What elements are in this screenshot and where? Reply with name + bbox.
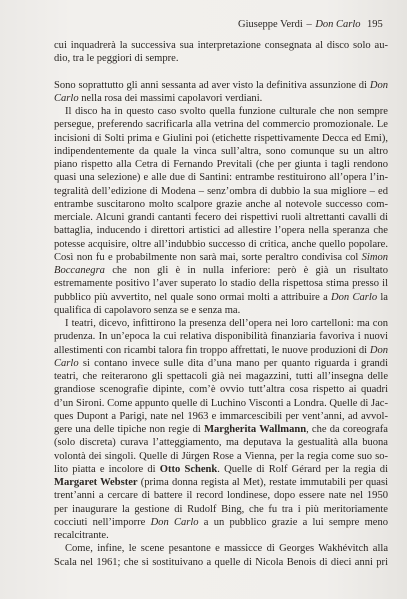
text-run: Come, infine, le scene pesantone e massicce di Georges Wakhévitch alla Scala nel 1961; che si sostituivano a quelle di Nicola Benois di dieci anni pri [54,543,388,568]
paragraph-scala [54,542,388,569]
text-run: . Quelle di Rolf Gérard per la regia di [217,463,388,475]
text-run: I teatri, dicevo, infittirono la presenza dell’opera nei loro cartelloni: ma con prudenza. In un’epoca la cui relativa disponibilità finanziaria favoriva i nuovi allestimenti con ricambi talora fin troppo affrettati, le nuove produzioni di [54,318,388,356]
emphasis-text: Margherita Wallmann [204,424,307,435]
text-run: , che da coreografa (solo discreta) curava l’atteggiamento, ma deputava la gestualità alla buona volontà dei singoli. Quelle di Jürgen Rose a Vienna, per la regia come suo solito piatta e incolore di [54,424,388,475]
paragraph-sixties-intro [54,79,388,106]
text-run: si contano invece sulle dita d’una mano per quanto riguarda i grandi teatri, che reiterarono gli spettacoli già nei magazzini, tutti all’insegna delle grandiose scenografie dipinte, com’è ovvio tutt’altra cosa rispetto ai quadri d’un Sironi. Come appunto quelle di Luchino Visconti a Londra. Quelle di Jacques Dupont a Parigi, nate nel 1963 e immarcescibili per vent’anni, ad avvolgere una delle tipiche non regie di [54,357,388,435]
emphasis-text: Margaret Webster [54,477,138,488]
text-run: cui inquadrerà la successiva sua interpretazione consegnata al disco solo audio, tra le peggiori di sempre. [54,40,388,65]
text-run: Il disco ha in questo caso svolto quella funzione culturale che non sempre persegue, preferendo sacrificarla alla vetrina del commercio promozionale. Le incisioni di Solti prima e Giulini poi (etichette rispettivamente Decca ed Emi), indipendentemente da quale la vinca sull’altra, sono comunque su un altro piano rispetto alla Cetra di Fernando Previtali (che per giunta i tagli rendono quasi una selezione) e alle due di Santini: entrambe restituirono all’opera l’integralità dell’edizione di Modena – senz’ombra di dubbio la sua migliore – ed entrambe suscitarono molto scalpore grazie anche al notevole successo commerciale. Alcuni grandi cantanti fecero dei rispettivi ruoli altrettanti cavalli di battaglia, inducendo i direttori artistici ad allestire l’opera nella speranza che potesse acquisire, oltre all’indubbio successo di critica, anche quello popolare. Così non fu e probabilmente non sarà mai, sorte peraltro condivisa col [54,106,388,263]
emphasis-text: Simon Boccanegra [54,251,388,276]
emphasis-text: Don Carlo [331,291,378,303]
text-run: (prima donna regista al Met), restate immutabili per quasi trent’anni a cercare di battere il record londinese, dopo essere nate nel 1950 per inaugurare la gestione di Rudolf Bing, che fu tra i più meritoriamente cocciuti nell’imporre [54,477,388,528]
paragraph-continuation [54,39,388,66]
body-text [54,39,388,569]
emphasis-text: Don Carlo [54,79,388,104]
text-run: la qualifica di capolavoro senza se e senza ma. [54,291,388,316]
page-number: 195 [367,19,383,30]
text-run: Sono soprattutto gli anni sessanta ad aver visto la definitiva assunzione di [54,79,370,91]
header-opera-title: Don Carlo [315,19,361,30]
emphasis-text: Don Carlo [150,516,199,528]
running-title [238,19,361,30]
header-author: Giuseppe Verdi [238,19,303,30]
paragraph-recordings [54,105,388,317]
text-run: che non gli è in nulla inferiore: però è già un risultato estremamente positivo l’aver superato lo stadio della rispettosa stima presso il pubblico più avvertito, nel quale sono ormai molti a attribuire a [54,265,388,303]
text-run: a un pubblico grazie a lui sempre meno recalcitrante. [54,516,388,541]
emphasis-text: Otto Schenk [159,463,218,475]
paragraph-theatres [54,317,388,542]
text-run: nella rosa dei massimi capolavori verdiani. [78,92,263,104]
emphasis-text: Don Carlo [54,344,388,369]
running-header [0,19,407,33]
header-separator: – [306,19,312,30]
